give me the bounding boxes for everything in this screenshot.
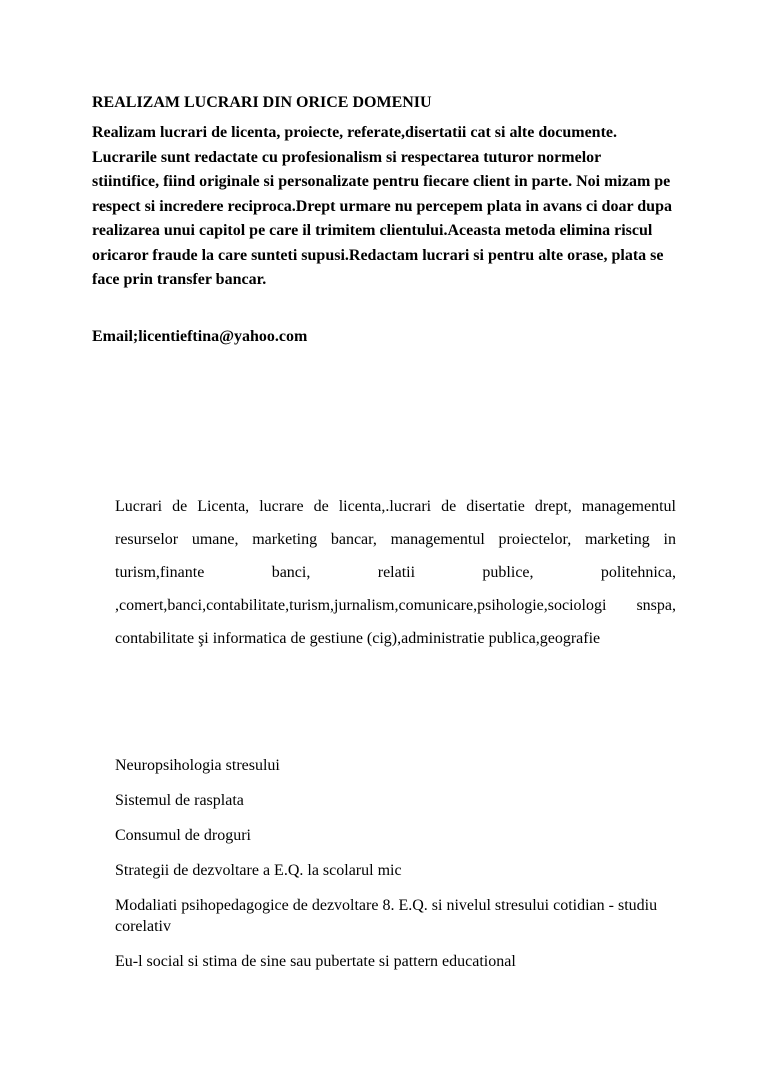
list-item: Consumul de droguri [115, 827, 251, 844]
list-item: Modaliati psihopedagogice de dezvoltare 8. E.Q. si nivelul stresului cotidian - studiu corelativ [115, 897, 658, 935]
list-item: Sistemul de rasplata [115, 792, 244, 809]
domains-paragraph: Lucrari de Licenta, lucrare de licenta,.lucrari de disertatie drept, managementul resurselor umane, marketing bancar, managementul proiectelor, marketing in turism,finante banci, relatii publice, politehnica, ,comert,banci,contabilitate,turism,jurnalism,comunicare,psihologie,sociologi snspa, contabilitate şi informatica de gestiune (cig),administratie publica,geografie [115, 498, 676, 647]
intro-paragraph: Realizam lucrari de licenta, proiecte, referate,disertatii cat si alte documente. Lucrarile sunt redactate cu profesionalism si respectarea tuturor normelor stiintifice, fiind originale si personalizate pentru fiecare client in parte. Noi mizam pe respect si incredere reciproca.Drept urmare nu percepem plata in avans ci doar dupa realizarea unui capitol pe care il trimitem clientului.Aceasta metoda elimina riscul oricaror fraude la care sunteti supusi.Redactam lucrari si pentru alte orase, plata se face prin transfer bancar. [92, 124, 672, 288]
list-item: Neuropsihologia stresului [115, 757, 280, 774]
topics-list [115, 755, 685, 986]
list-item: Strategii de dezvoltare a E.Q. la scolarul mic [115, 862, 402, 879]
contact-email: Email;licentieftina@yahoo.com [92, 328, 308, 345]
document-heading: REALIZAM LUCRARI DIN ORICE DOMENIU [92, 94, 432, 111]
list-item: Eu-l social si stima de sine sau pubertate si pattern educational [115, 953, 516, 970]
